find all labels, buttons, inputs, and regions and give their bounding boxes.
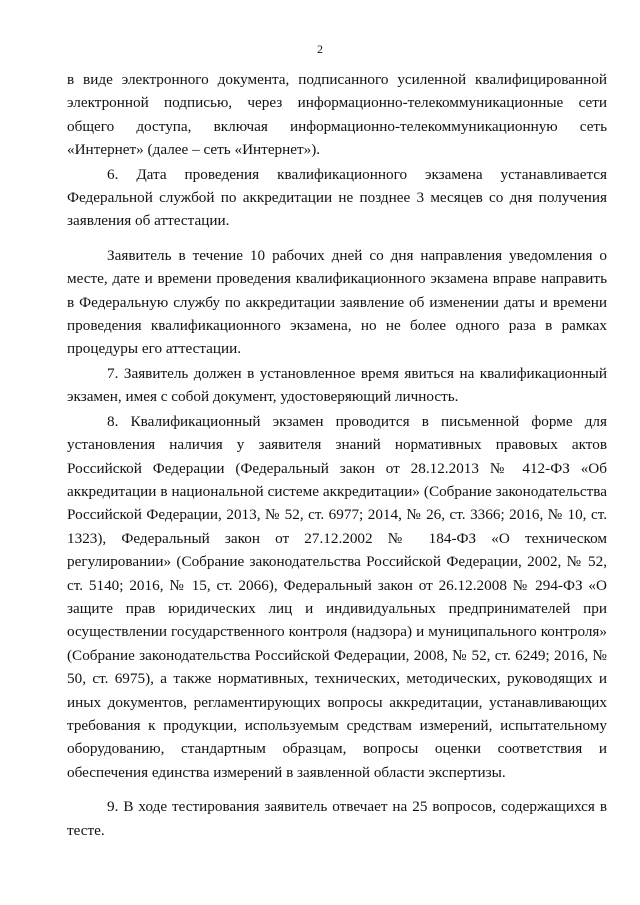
paragraph-item-9: 9. В ходе тестирования заявитель отвечает на 25 вопросов, содержащихся в тесте. [67, 798, 607, 839]
paragraph-item-6-applicant: Заявитель в течение 10 рабочих дней со дня направления уведомления о месте, дате и времени проведения квалификационного экзамена вправе направить в Федеральную службу по аккредитации заявление об изменении даты и времени проведения квалификационного экзамена, но не более одного раза в рамках процедуры его аттестации. [67, 246, 607, 358]
document-body [67, 68, 607, 842]
paragraph-continuation: в виде электронного документа, подписанного усиленной квалифицированной электронной подписью, через информационно-телекоммуникационные сети общего доступа, включая информационно-телекоммуникационную сеть «Интернет» (далее – сеть «Интернет»). [67, 71, 607, 159]
page-number: 2 [317, 42, 323, 56]
paragraph-item-6: 6. Дата проведения квалификационного экзамена устанавливается Федеральной службой по аккредитации не позднее 3 месяцев со дня получения заявления об аттестации. [67, 165, 607, 230]
paragraph-item-8: 8. Квалификационный экзамен проводится в письменной форме для установления наличия у заявителя знаний нормативных правовых актов Российской Федерации (Федеральный закон от 28.12.2013 № 412-ФЗ «Об аккредитации в национальной системе аккредитации» (Собрание законодательства Российской Федерации, 2013, № 52, ст. 6977; 2014, № 26, ст. 3366; 2016, № 10, ст. 1323), Федеральный закон от 27.12.2002 № 184-ФЗ «О техническом регулировании» (Собрание законодательства Российской Федерации, 2002, № 52, ст. 5140; 2016, № 15, ст. 2066), Федеральный закон от 26.12.2008 № 294-ФЗ «О защите прав юридических лиц и индивидуальных предпринимателей при осуществлении государственного контроля (надзора) и муниципального контроля» (Собрание законодательства Российской Федерации, 2008, № 52, ст. 6249; 2016, № 50, ст. 6975), а также нормативных, технических, методических, руководящих и иных документов, регламентирующих вопросы аккредитации, устанавливающих требования к продукции, используемым средствам измерений, испытательному оборудованию, стандартным образцам, вопросы оценки соответствия и обеспечения единства измерений в заявленной области экспертизы. [67, 412, 607, 781]
paragraph-item-7: 7. Заявитель должен в установленное время явиться на квалификационный экзамен, имея с собой документ, удостоверяющий личность. [67, 364, 607, 406]
